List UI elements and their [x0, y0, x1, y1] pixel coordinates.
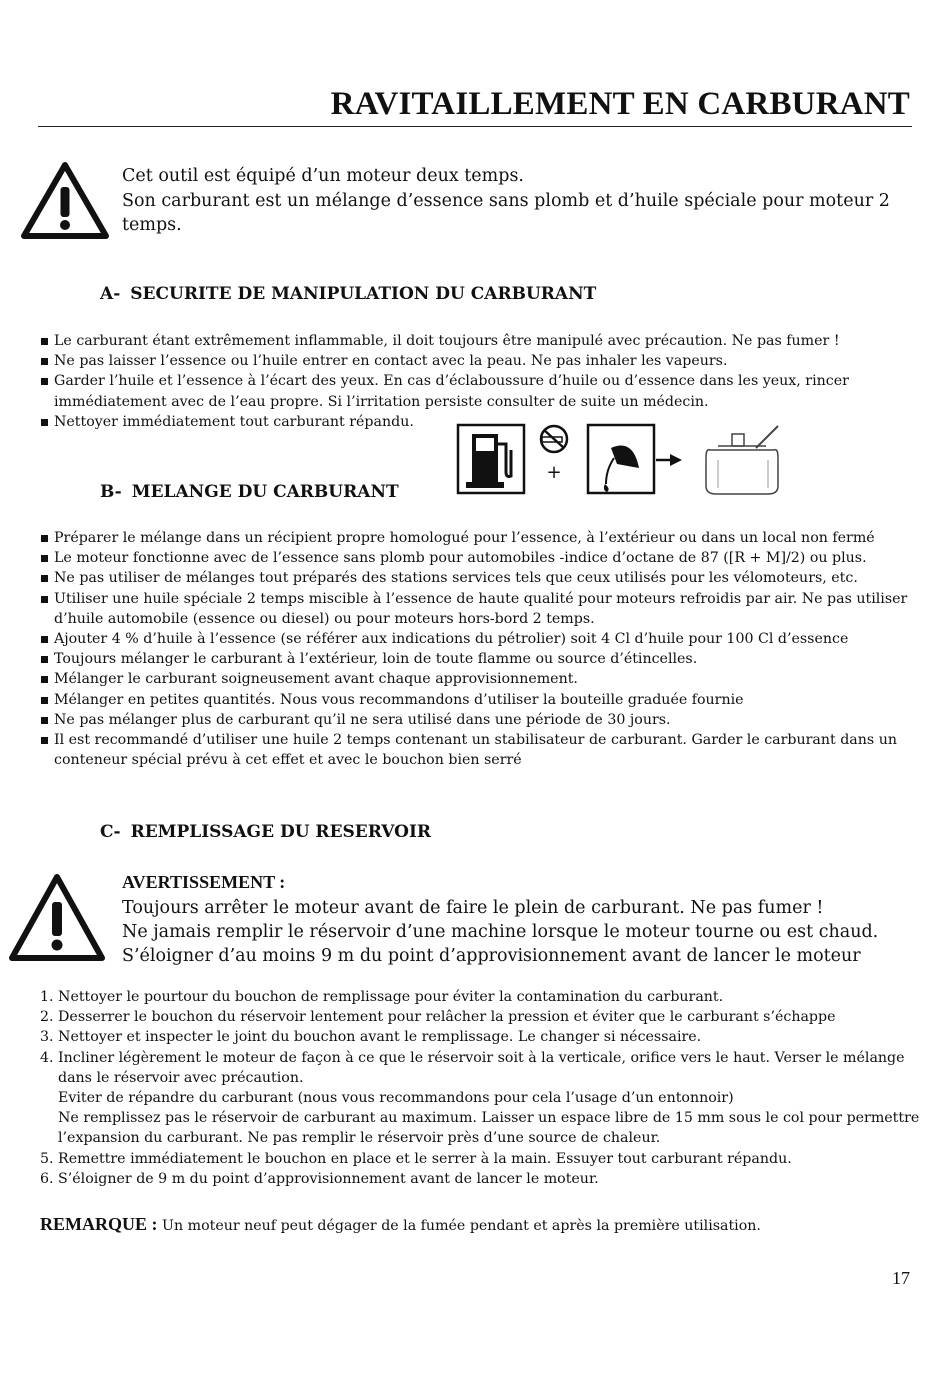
- step-text: 3. Nettoyer et inspecter le joint du bouchon avant le remplissage. Le changer si nécessaire.: [40, 1029, 702, 1046]
- section-b-list: [40, 528, 910, 770]
- step-text: 6. S’éloigner de 9 m du point d’approvisionnement avant de lancer le moteur.: [40, 1170, 599, 1187]
- refuel-warning: [122, 870, 902, 968]
- section-b-letter: B-: [100, 482, 122, 502]
- warning-triangle-icon: [8, 872, 106, 962]
- section-b-heading: [100, 482, 399, 502]
- list-item: Nettoyer immédiatement tout carburant répandu.: [40, 412, 910, 432]
- step-text: 5. Remettre immédiatement le bouchon en place et le serrer à la main. Essuyer tout carburant répandu.: [40, 1150, 792, 1167]
- section-a-heading: [100, 284, 596, 304]
- section-a-list: [40, 331, 910, 432]
- list-item: Toujours mélanger le carburant à l’extérieur, loin de toute flamme ou source d’étincelles.: [40, 649, 910, 669]
- plus-sign: +: [546, 462, 562, 483]
- list-item: Mélanger le carburant soigneusement avant chaque approvisionnement.: [40, 669, 910, 689]
- step-text: 4. Incliner légèrement le moteur de façon à ce que le réservoir soit à la verticale, orifice vers le haut. Verser le mélange dans le réservoir avec précaution.: [40, 1049, 905, 1086]
- page-title: RAVITAILLEMENT EN CARBURANT: [330, 86, 910, 122]
- list-item: Mélanger en petites quantités. Nous vous recommandons d’utiliser la bouteille graduée fournie: [40, 690, 910, 710]
- step-text: 1. Nettoyer le pourtour du bouchon de remplissage pour éviter la contamination du carburant.: [40, 989, 724, 1005]
- step-item: [40, 1027, 920, 1047]
- list-item: Il est recommandé d’utiliser une huile 2 temps contenant un stabilisateur de carburant. Garder le carburant dans un conteneur spécial prévu à cet effet et avec le bouchon bien serré: [40, 730, 910, 770]
- section-a-letter: A-: [100, 284, 121, 304]
- list-item: Ne pas laisser l’essence ou l’huile entrer en contact avec la peau. Ne pas inhaler les vapeurs.: [40, 351, 910, 371]
- step-text: 2. Desserrer le bouchon du réservoir lentement pour relâcher la pression et éviter que le carburant s’échappe: [40, 1009, 836, 1026]
- fuel-pump-icon: [458, 425, 524, 493]
- intro-text: [122, 164, 902, 238]
- section-a-title: SECURITE DE MANIPULATION DU CARBURANT: [130, 284, 597, 304]
- step-item: [40, 1048, 920, 1149]
- step-note: Ne remplissez pas le réservoir de carburant au maximum. Laisser un espace libre de 15 mm sous le col pour permettre l’expansion du carburant. Ne pas remplir le réservoir près d’une source de chaleur.: [58, 1110, 920, 1147]
- section-c-letter: C-: [100, 822, 121, 842]
- mixing-can-icon: [706, 426, 778, 494]
- list-item: Le moteur fonctionne avec de l’essence sans plomb pour automobiles -indice d’octane de 87 ([R + M]/2) ou plus.: [40, 548, 910, 568]
- intro-line: Son carburant est un mélange d’essence sans plomb et d’huile spéciale pour moteur 2 temps.: [122, 190, 890, 235]
- step-item: [40, 1169, 920, 1189]
- list-item: Ajouter 4 % d’huile à l’essence (se référer aux indications du pétrolier) soit 4 Cl d’huile pour 100 Cl d’essence: [40, 629, 910, 649]
- remark-label: REMARQUE :: [40, 1214, 158, 1234]
- warning-line: S’éloigner d’au moins 9 m du point d’approvisionnement avant de lancer le moteur: [122, 946, 861, 966]
- remark: [40, 1214, 761, 1235]
- step-note: Eviter de répandre du carburant (nous vous recommandons pour cela l’usage d’un entonnoir): [58, 1090, 734, 1107]
- remark-text: Un moteur neuf peut dégager de la fumée pendant et après la première utilisation.: [162, 1218, 761, 1234]
- intro-line: Cet outil est équipé d’un moteur deux temps.: [122, 166, 524, 186]
- section-c-heading: [100, 822, 431, 842]
- fuel-mix-symbols: [456, 420, 796, 500]
- warning-title: AVERTISSEMENT :: [122, 872, 286, 892]
- no-smoking-icon: [541, 426, 567, 452]
- arrow-right-icon: [656, 454, 682, 466]
- list-item: Le carburant étant extrêmement inflammable, il doit toujours être manipulé avec précaution. Ne pas fumer !: [40, 331, 910, 351]
- section-c-title: REMPLISSAGE DU RESERVOIR: [130, 822, 432, 842]
- title-rule: [38, 126, 912, 127]
- list-item: Ne pas utiliser de mélanges tout préparés des stations services tels que ceux utilisés pour les vélomoteurs, etc.: [40, 568, 910, 588]
- page-number: 17: [892, 1268, 910, 1288]
- warning-triangle-icon: [20, 160, 110, 240]
- list-item: Ne pas mélanger plus de carburant qu’il ne sera utilisé dans une période de 30 jours.: [40, 710, 910, 730]
- refuel-steps: [40, 987, 920, 1189]
- step-item: [40, 1007, 920, 1027]
- warning-line: Ne jamais remplir le réservoir d’une machine lorsque le moteur tourne ou est chaud.: [122, 922, 879, 942]
- step-item: [40, 1149, 920, 1169]
- section-b-title: MELANGE DU CARBURANT: [131, 482, 399, 502]
- oil-drop-icon: [588, 425, 654, 493]
- warning-line: Toujours arrêter le moteur avant de faire le plein de carburant. Ne pas fumer !: [122, 898, 824, 918]
- list-item: Préparer le mélange dans un récipient propre homologué pour l’essence, à l’extérieur ou dans un local non fermé: [40, 528, 910, 548]
- list-item: Garder l’huile et l’essence à l’écart des yeux. En cas d’éclaboussure d’huile ou d’essence dans les yeux, rincer immédiatement avec de l’eau propre. Si l’irritation persiste consulter de suite un médecin.: [40, 371, 910, 411]
- step-item: [40, 987, 920, 1007]
- list-item: Utiliser une huile spéciale 2 temps miscible à l’essence de haute qualité pour moteurs refroidis par air. Ne pas utiliser d’huile automobile (essence ou diesel) ou pour moteurs hors-bord 2 temps.: [40, 589, 910, 629]
